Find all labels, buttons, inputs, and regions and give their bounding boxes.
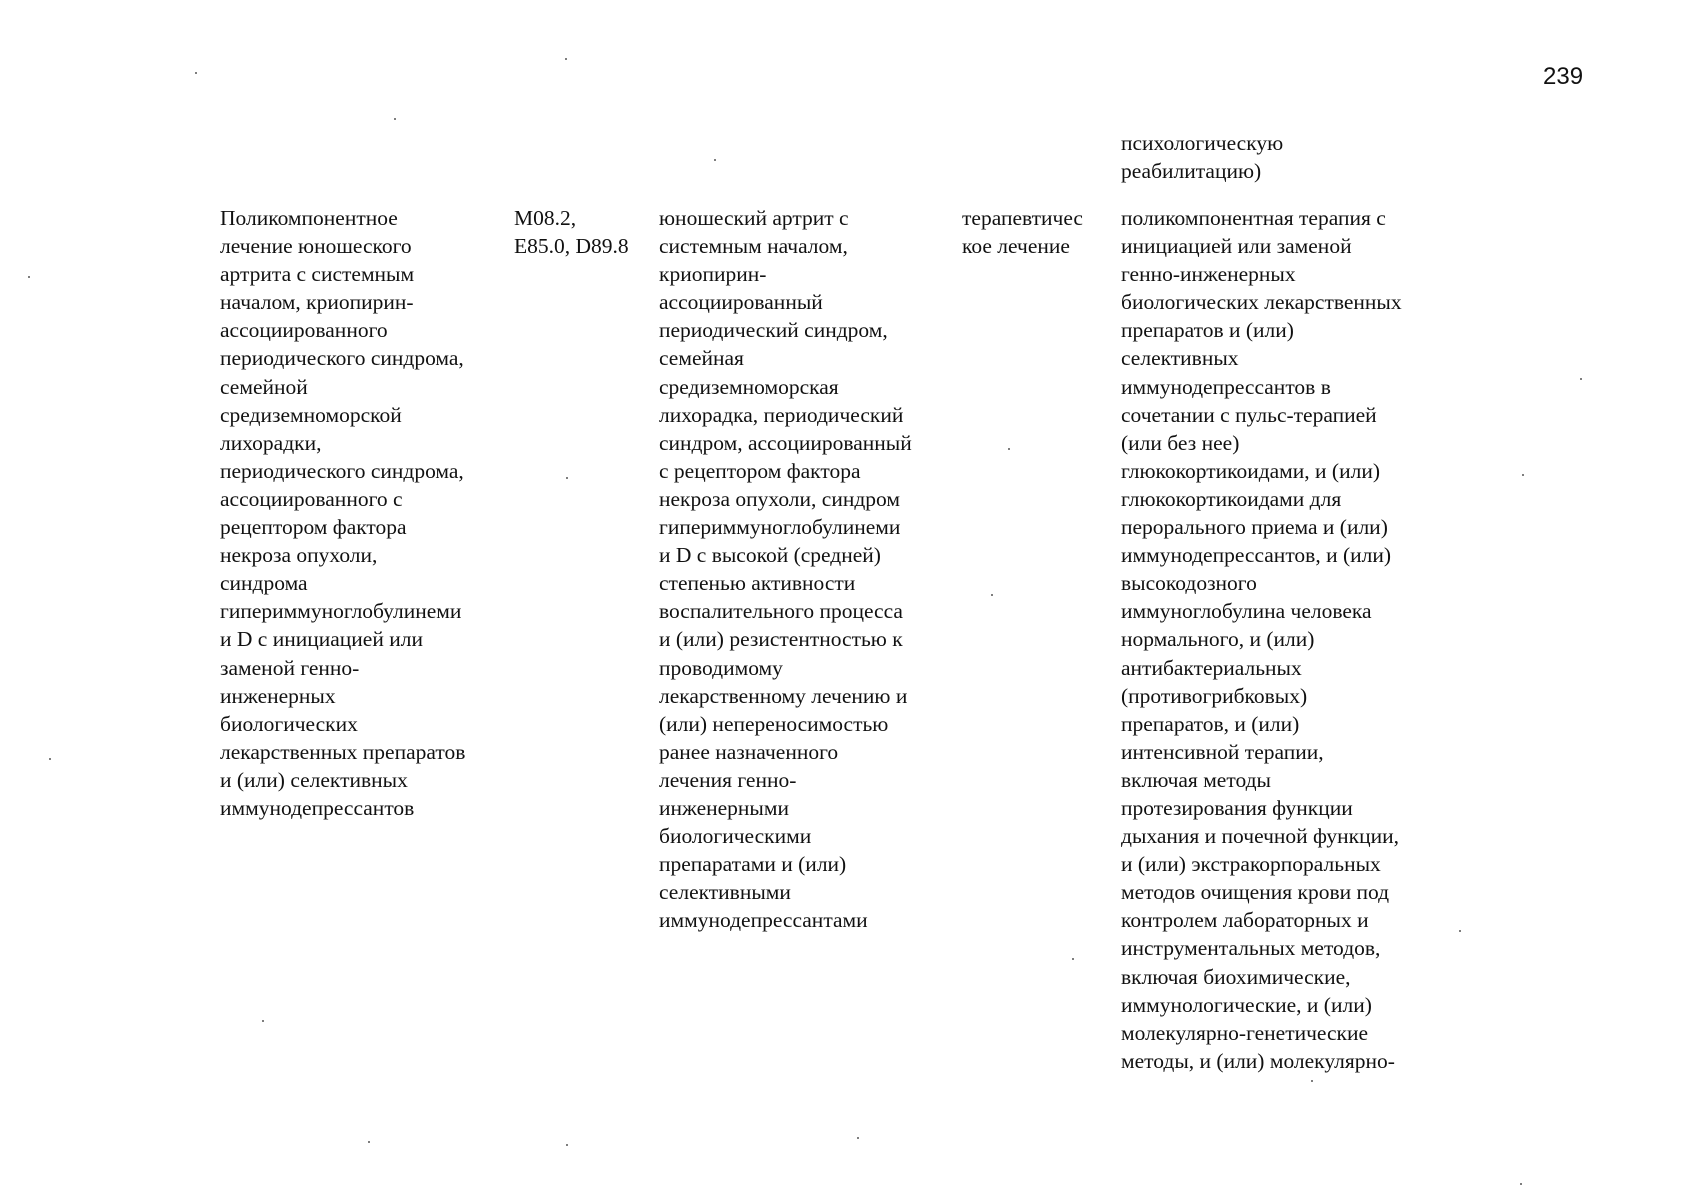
scan-speck [1459,930,1461,932]
page-number: 239 [1543,63,1584,90]
intervention-name-cell: Поликомпонентное лечение юношеского артрита с системным началом, криопирин- ассоциированного периодического синдрома, семейной средиземноморской лихорадки, периодического синдрома, ассоциированного с рецептором фактора некроза опухоли, синдрома гипериммуноглобулинеми и D с инициацией или заменой генно- инженерных биологических лекарственных препаратов и (или) селективных иммунодепрессантов [220,206,466,820]
icd-codes-cell: M08.2, E85.0, D89.8 [514,206,629,259]
scan-speck [1311,1080,1313,1082]
scan-speck [1520,1183,1522,1185]
treatment-method-cell: поликомпонентная терапия с инициацией или заменой генно-инженерных биологических лекарственных препаратов и (или) селективных иммунодепрессантов в сочетании с пульс-терапией (или без нее) глюкокортикоидами, и (или) глюкокортикоидами для перорального приема и (или) иммунодепрессантов, и (или) высокодозного иммуноглобулина человека нормального, и (или) антибактериальных (противогрибковых) препаратов, и (или) интенсивной терапии, включая методы протезирования функции дыхания и почечной функции, и (или) экстракорпоральных методов очищения крови под контролем лабораторных и инструментальных методов, включая биохимические, иммунологические, и (или) молекулярно-генетические методы, и (или) молекулярно- [1121,206,1402,1073]
scan-speck [1072,958,1074,960]
scan-speck [49,758,51,760]
scan-speck [566,477,568,479]
scan-speck [1522,474,1524,476]
scan-speck [566,1144,568,1146]
scan-speck [714,159,716,161]
scan-speck [991,594,993,596]
scan-speck [857,1137,859,1139]
scan-speck [1008,448,1010,450]
scan-speck [28,276,30,278]
scan-speck [394,118,396,120]
scan-speck [195,72,197,74]
scan-speck [368,1141,370,1143]
patient-model-cell: юношеский артрит с системным началом, криопирин- ассоциированный периодический синдром, семейная средиземноморская лихорадка, периодический синдром, ассоциированный с рецептором фактора некроза опухоли, синдром гипериммуноглобулинеми и D с высокой (средней) степенью активности воспалительного процесса и (или) резистентностью к проводимому лекарственному лечению и (или) непереносимостью ранее назначенного лечения генно- инженерными биологическими препаратами и (или) селективными иммунодепрессантами [659,206,912,933]
carryover-text: психологическую реабилитацию) [1121,131,1284,184]
treatment-type-cell: терапевтичес кое лечение [962,206,1083,259]
scan-speck [565,58,567,60]
scan-speck [262,1020,264,1022]
scan-speck [1580,378,1582,380]
